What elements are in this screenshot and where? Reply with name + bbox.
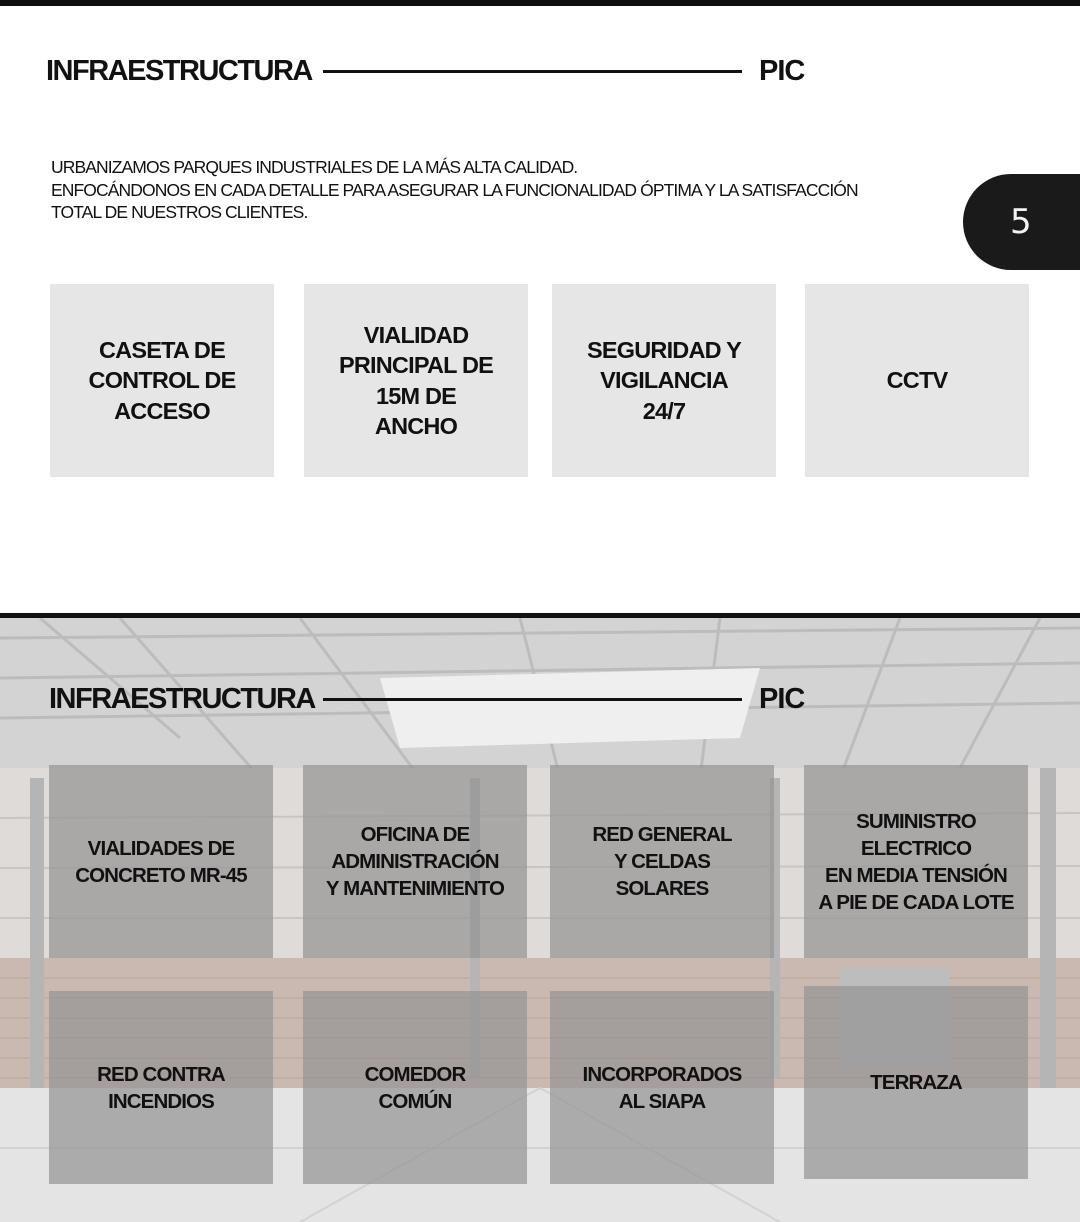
card-line: TERRAZA [870,1071,962,1094]
card-line: RED GENERAL [592,823,732,846]
feature-card-admin-office [303,765,527,958]
card-line: ANCHO [374,413,458,439]
section1-brand: PIC [759,55,805,87]
section2-header [0,679,1080,719]
card-line: SUMINISTRO [856,809,976,833]
card-line: Y MANTENIMIENTO [325,877,505,900]
card-line: ELECTRICO [860,836,972,860]
feature-card-fire-network [49,991,273,1184]
page-number-tab [963,174,1080,270]
feature-card-access-control [50,284,274,477]
section1-title-rule [323,70,742,73]
feature-card-dining-room [303,991,527,1184]
card-line: COMÚN [378,1089,452,1113]
intro-line: TOTAL DE NUESTROS CLIENTES. [51,202,308,222]
intro-paragraph [51,156,911,224]
card-line: 24/7 [642,397,686,424]
card-line: ADMINISTRACIÓN [331,850,499,873]
card-line: PRINCIPAL DE [338,352,494,378]
card-line: COMEDOR [364,1062,466,1086]
card-line: VIGILANCIA [600,367,728,394]
card-line: ACCESO [114,397,210,424]
card-line: CASETA DE [99,336,225,363]
section2-title: INFRAESTRUCTURA [49,683,315,715]
feature-card-power-supply [804,765,1028,958]
card-line: OFICINA DE [360,823,470,846]
card-line: SEGURIDAD Y [587,336,741,363]
feature-card-security [552,284,776,477]
feature-card-concrete-roads [49,765,273,958]
section2-brand: PIC [759,683,805,715]
card-line: EN MEDIA TENSIÓN [825,863,1007,887]
page-number: 5 [1010,202,1032,242]
feature-card-siapa [550,991,774,1184]
card-line: RED CONTRA [97,1062,225,1086]
card-line: SOLARES [615,877,709,900]
card-line: CCTV [886,367,948,394]
card-line: VIALIDADES DE [87,836,235,860]
card-line: A PIE DE CADA LOTE [818,890,1014,914]
feature-card-solar-network [550,765,774,958]
section1-header [0,51,1080,91]
card-line: AL SIAPA [618,1089,706,1113]
card-line: INCORPORADOS [582,1062,742,1086]
card-line: 15M DE [375,382,457,409]
card-line: CONCRETO MR-45 [75,863,247,887]
card-line: Y CELDAS [613,850,711,873]
card-line: CONTROL DE [88,367,236,394]
card-line: INCENDIOS [108,1089,214,1113]
feature-card-main-road [304,284,528,477]
top-rule [0,0,1080,6]
card-line: VIALIDAD [363,321,469,348]
intro-line: ENFOCÁNDONOS EN CADA DETALLE PARA ASEGURAR LA FUNCIONALIDAD ÓPTIMA Y LA SATISFACCIÓN [51,179,858,200]
intro-line: URBANIZAMOS PARQUES INDUSTRIALES DE LA MÁS ALTA CALIDAD. [51,157,578,177]
section2-title-rule [323,698,742,701]
feature-card-cctv [805,284,1029,477]
section1-title: INFRAESTRUCTURA [46,55,312,87]
feature-card-terrace [804,986,1028,1179]
